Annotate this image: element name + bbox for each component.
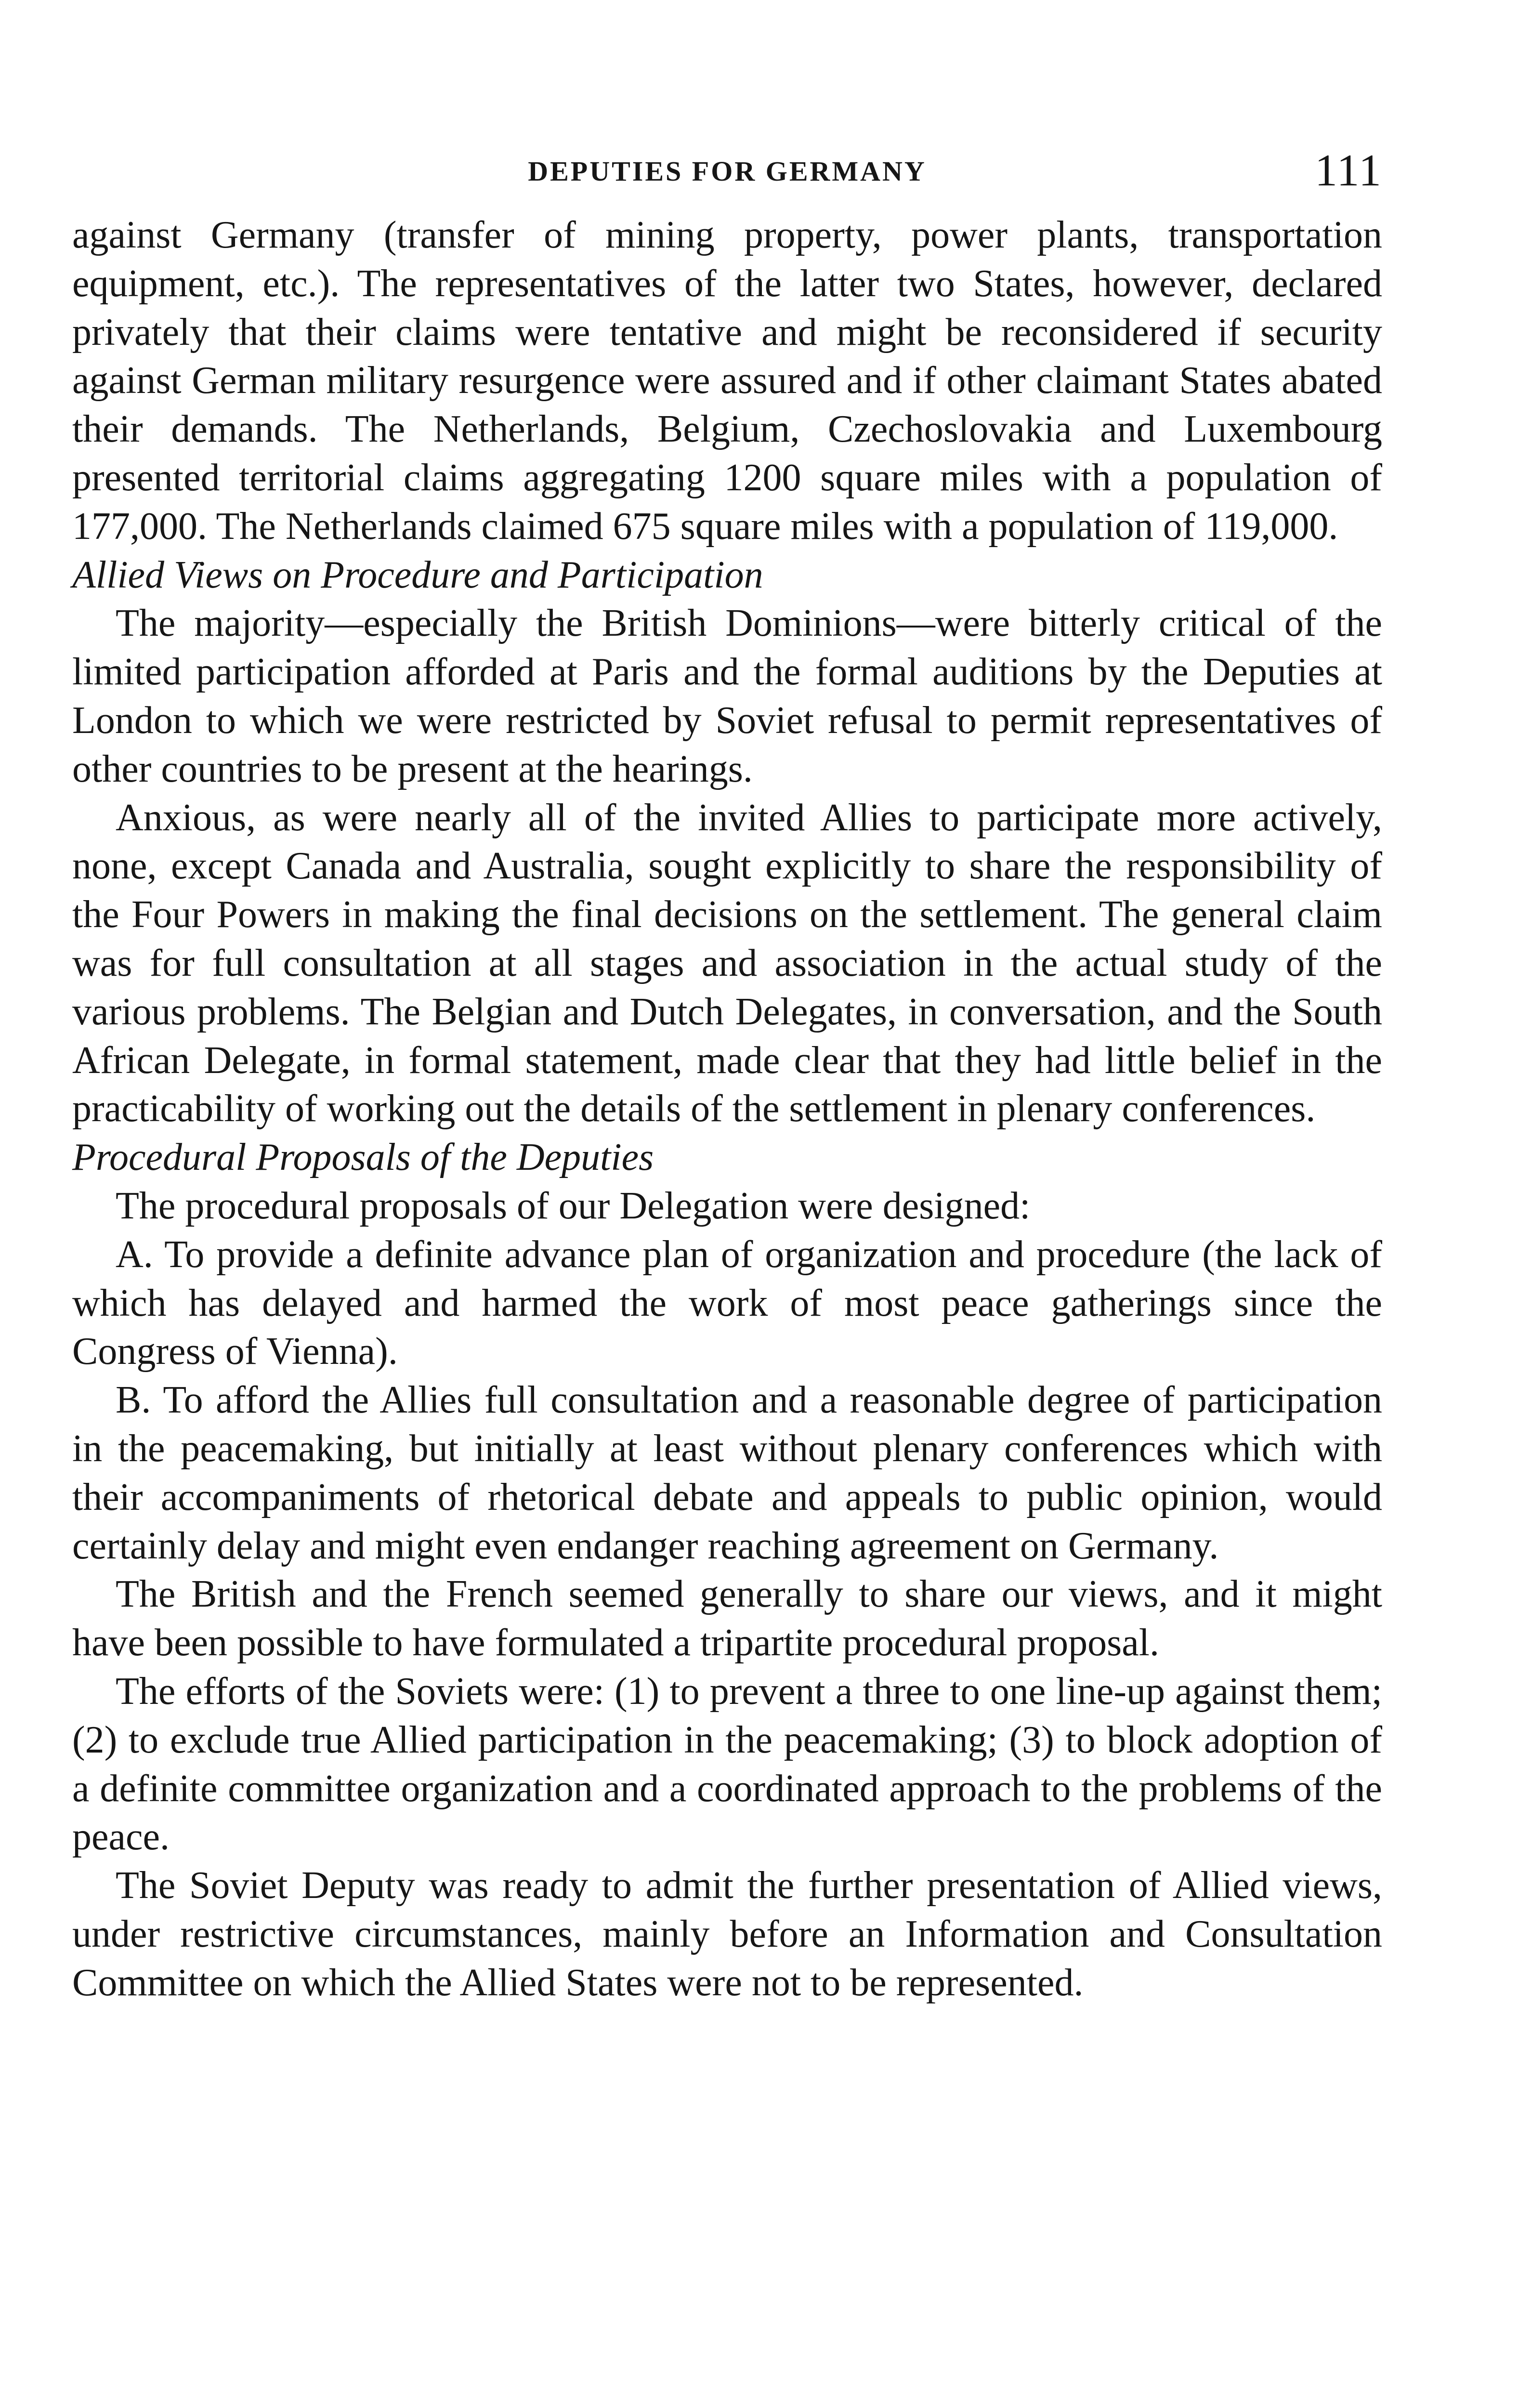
section-heading-procedural-proposals: Procedural Proposals of the Deputies [72, 1136, 654, 1179]
paragraph-item-b: B. To afford the Allies full consultation and a reasonable degree of participation in the peacemaking, but initially at least without plenary conferences which with their accompaniments of rhetorical debate and appeals to public opinion, would certainly delay and might even endanger reaching agreement on Germany. [72, 1379, 1382, 1567]
page-number: 111 [1314, 145, 1382, 196]
paragraph-designed: The procedural proposals of our Delegation were designed: [116, 1184, 1031, 1227]
paragraph-intro: against Germany (transfer of mining property, power plants, transportation equipment, etc.). The representatives of the latter two States, however, declared privately that their claims were tentative and might be reconsidered if security against German military resurgence were assured and if other claimant States abated their demands. The Netherlands, Belgium, Czechoslovakia and Luxembourg presented territorial claims aggregating 1200 square miles with a population of 177,000. The Netherlands claimed 675 square miles with a population of 119,000. [72, 214, 1382, 548]
running-head [72, 144, 1382, 202]
body-text [72, 211, 1382, 2007]
paragraph-soviet-efforts: The efforts of the Soviets were: (1) to prevent a three to one line-up against them; (2) to exclude true Allied participation in the peacemaking; (3) to block adoption of a definite committee organization and a coordinated approach to the problems of the peace. [72, 1670, 1382, 1858]
running-title: DEPUTIES FOR GERMANY [528, 156, 927, 187]
paragraph-majority: The majority—especially the British Dominions—were bitterly critical of the limited participation afforded at Paris and the formal auditions by the Deputies at London to which we were restricted by Soviet refusal to permit representatives of other countries to be present at the hearings. [72, 602, 1382, 790]
paragraph-soviet-deputy: The Soviet Deputy was ready to admit the further presentation of Allied views, under restrictive circumstances, mainly before an Information and Consultation Committee on which the Allied States were not to be represented. [72, 1864, 1382, 2004]
paragraph-anxious: Anxious, as were nearly all of the invited Allies to participate more actively, none, except Canada and Australia, sought explicitly to share the responsibility of the Four Powers in making the final decisions on the settlement. The general claim was for full consultation at all stages and association in the actual study of the various problems. The Belgian and Dutch Delegates, in conversation, and the South African Delegate, in formal statement, made clear that they had little belief in the practicability of working out the details of the settlement in plenary conferences. [72, 796, 1382, 1130]
paragraph-item-a: A. To provide a definite advance plan of organization and procedure (the lack of which has delayed and harmed the work of most peace gatherings since the Congress of Vienna). [72, 1233, 1382, 1373]
book-page [72, 144, 1382, 2007]
paragraph-british-french: The British and the French seemed generally to share our views, and it might have been possible to have formulated a tripartite procedural proposal. [72, 1573, 1382, 1664]
section-heading-allied-views: Allied Views on Procedure and Participation [72, 553, 763, 596]
